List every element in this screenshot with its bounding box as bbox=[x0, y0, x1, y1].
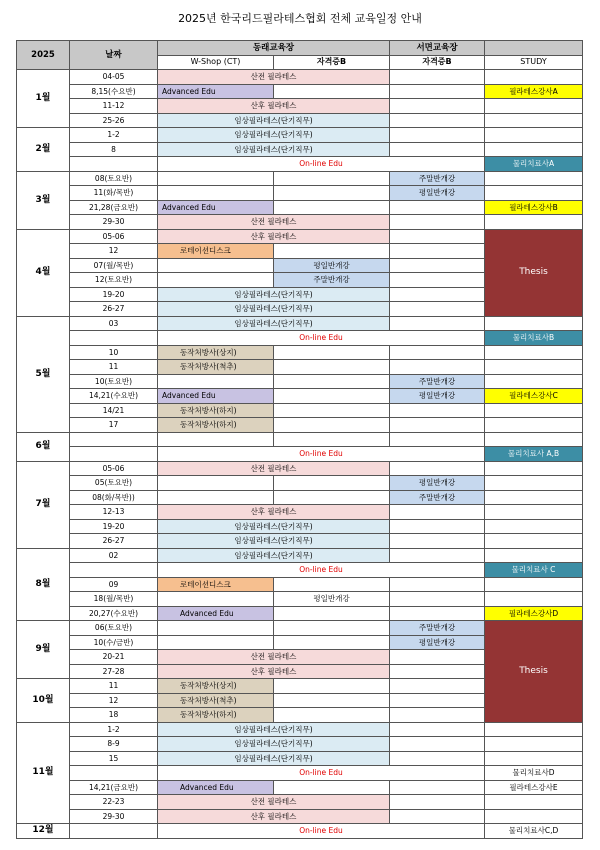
event-cell: 산전 필라테스 bbox=[158, 215, 390, 230]
event-cell: 산전 필라테스 bbox=[158, 461, 390, 476]
study-cell bbox=[485, 577, 583, 592]
study-cell bbox=[485, 128, 583, 143]
study-cell bbox=[485, 316, 583, 331]
empty-cell bbox=[390, 345, 485, 360]
event-cell: Advanced Edu bbox=[158, 389, 274, 404]
study-cell bbox=[485, 99, 583, 114]
empty-cell bbox=[274, 606, 390, 621]
table-row bbox=[17, 142, 583, 157]
date-cell: 8 bbox=[70, 142, 158, 157]
event-cell: 평일반개강 bbox=[390, 389, 485, 404]
table-row bbox=[17, 403, 583, 418]
study-cell bbox=[485, 476, 583, 491]
event-cell: 산후 필라테스 bbox=[158, 505, 390, 520]
month-label: 12월 bbox=[17, 824, 70, 839]
date-cell bbox=[70, 563, 158, 578]
month-label: 2월 bbox=[17, 128, 70, 172]
empty-cell bbox=[390, 316, 485, 331]
empty-cell bbox=[158, 592, 274, 607]
study-cell: 물리치료사 C bbox=[485, 563, 583, 578]
seomyeon-header: 서면교육장 bbox=[390, 41, 485, 56]
study-cell bbox=[485, 113, 583, 128]
online-edu-cell: On-line Edu bbox=[158, 563, 485, 578]
date-cell: 26-27 bbox=[70, 302, 158, 317]
empty-cell bbox=[390, 592, 485, 607]
table-row bbox=[17, 229, 583, 244]
table-row bbox=[17, 374, 583, 389]
thesis-block: Thesis bbox=[485, 621, 583, 723]
empty-cell bbox=[158, 621, 274, 636]
date-cell: 10 bbox=[70, 345, 158, 360]
event-cell: 주말반개강 bbox=[390, 171, 485, 186]
empty-cell bbox=[274, 476, 390, 491]
empty-cell bbox=[390, 548, 485, 563]
study-header: STUDY bbox=[485, 55, 583, 70]
event-cell: 산전 필라테스 bbox=[158, 70, 390, 85]
empty-cell bbox=[390, 432, 485, 447]
event-cell: 임상필라테스(단기직무) bbox=[158, 142, 390, 157]
event-cell: Advanced Edu bbox=[158, 84, 274, 99]
empty-cell bbox=[390, 403, 485, 418]
date-cell: 05-06 bbox=[70, 229, 158, 244]
event-cell: 주말반개강 bbox=[274, 273, 390, 288]
event-cell: Advanced Edu bbox=[158, 606, 274, 621]
date-cell: 08(화/목반)) bbox=[70, 490, 158, 505]
date-cell: 12 bbox=[70, 693, 158, 708]
empty-cell bbox=[274, 345, 390, 360]
date-header: 날짜 bbox=[70, 41, 158, 70]
empty-cell bbox=[274, 577, 390, 592]
table-row bbox=[17, 186, 583, 201]
empty-cell bbox=[274, 244, 390, 259]
empty-cell bbox=[390, 693, 485, 708]
date-cell: 12-13 bbox=[70, 505, 158, 520]
page-title: 2025년 한국리드필라테스협회 전체 교육일정 안내 bbox=[178, 12, 422, 25]
empty-cell bbox=[390, 606, 485, 621]
table-row bbox=[17, 389, 583, 404]
date-cell: 27-28 bbox=[70, 664, 158, 679]
date-cell: 8,15(수요반) bbox=[70, 84, 158, 99]
month-label: 4월 bbox=[17, 229, 70, 316]
study-cell bbox=[485, 360, 583, 375]
empty-cell bbox=[274, 708, 390, 723]
empty-cell bbox=[274, 635, 390, 650]
empty-cell bbox=[158, 432, 274, 447]
date-cell: 09 bbox=[70, 577, 158, 592]
event-cell: 산후 필라테스 bbox=[158, 809, 390, 824]
table-row bbox=[17, 113, 583, 128]
date-cell: 1-2 bbox=[70, 128, 158, 143]
date-cell: 8-9 bbox=[70, 737, 158, 752]
empty-cell bbox=[390, 244, 485, 259]
empty-cell bbox=[158, 476, 274, 491]
event-cell: 평일반개강 bbox=[390, 476, 485, 491]
date-cell bbox=[70, 432, 158, 447]
study-cell: 필라테스강사A bbox=[485, 84, 583, 99]
empty-cell bbox=[158, 273, 274, 288]
month-label: 7월 bbox=[17, 461, 70, 548]
cert-b-header-dongnae: 자격증B bbox=[274, 55, 390, 70]
event-cell: 산전 필라테스 bbox=[158, 795, 390, 810]
empty-cell bbox=[390, 113, 485, 128]
empty-cell bbox=[390, 809, 485, 824]
date-cell: 20,27(수요반) bbox=[70, 606, 158, 621]
table-row bbox=[17, 519, 583, 534]
empty-cell bbox=[390, 287, 485, 302]
date-cell bbox=[70, 824, 158, 839]
event-cell: 임상필라테스(단기직무) bbox=[158, 737, 390, 752]
study-cell bbox=[485, 592, 583, 607]
empty-cell bbox=[274, 621, 390, 636]
empty-cell bbox=[390, 577, 485, 592]
table-row bbox=[17, 490, 583, 505]
month-label: 9월 bbox=[17, 621, 70, 679]
study-cell bbox=[485, 374, 583, 389]
month-label: 10월 bbox=[17, 679, 70, 723]
date-cell: 18(월/목반) bbox=[70, 592, 158, 607]
table-row bbox=[17, 751, 583, 766]
date-cell: 08(토요반) bbox=[70, 171, 158, 186]
study-cell bbox=[485, 809, 583, 824]
event-cell: 임상필라테스(단기직무) bbox=[158, 548, 390, 563]
event-cell: 임상필라테스(단기직무) bbox=[158, 128, 390, 143]
empty-cell bbox=[274, 418, 390, 433]
date-cell: 11-12 bbox=[70, 99, 158, 114]
date-cell: 07(월/목반) bbox=[70, 258, 158, 273]
date-cell: 17 bbox=[70, 418, 158, 433]
study-cell bbox=[485, 461, 583, 476]
study-cell bbox=[485, 737, 583, 752]
study-cell: 필라테스강사C bbox=[485, 389, 583, 404]
empty-cell bbox=[274, 432, 390, 447]
date-cell bbox=[70, 157, 158, 172]
month-label: 3월 bbox=[17, 171, 70, 229]
study-cell bbox=[485, 534, 583, 549]
study-cell: 물리치료사C,D bbox=[485, 824, 583, 839]
event-cell: 평일반개강 bbox=[274, 592, 390, 607]
study-cell bbox=[485, 215, 583, 230]
event-cell: 임상필라테스(단기직무) bbox=[158, 519, 390, 534]
study-cell: 물리치료사A bbox=[485, 157, 583, 172]
month-label: 5월 bbox=[17, 316, 70, 432]
table-row bbox=[17, 360, 583, 375]
empty-cell bbox=[274, 200, 390, 215]
date-cell: 12(토요반) bbox=[70, 273, 158, 288]
empty-cell bbox=[390, 461, 485, 476]
date-cell: 29-30 bbox=[70, 215, 158, 230]
empty-cell bbox=[390, 99, 485, 114]
event-cell: 동작처방사(하지) bbox=[158, 418, 274, 433]
month-label: 6월 bbox=[17, 432, 70, 461]
table-row bbox=[17, 84, 583, 99]
table-row bbox=[17, 534, 583, 549]
event-cell: 산전 필라테스 bbox=[158, 650, 390, 665]
date-cell: 11 bbox=[70, 679, 158, 694]
table-row bbox=[17, 722, 583, 737]
table-row bbox=[17, 418, 583, 433]
date-cell: 12 bbox=[70, 244, 158, 259]
date-cell: 10(수/금반) bbox=[70, 635, 158, 650]
empty-cell bbox=[390, 519, 485, 534]
date-cell: 18 bbox=[70, 708, 158, 723]
study-cell: 물리치료사 A,B bbox=[485, 447, 583, 462]
study-cell: 필라테스강사B bbox=[485, 200, 583, 215]
empty-cell bbox=[390, 722, 485, 737]
table-row bbox=[17, 795, 583, 810]
table-row bbox=[17, 577, 583, 592]
event-cell: 임상필라테스(단기직무) bbox=[158, 113, 390, 128]
study-cell bbox=[485, 519, 583, 534]
event-cell: 임상필라테스(단기직무) bbox=[158, 534, 390, 549]
month-label: 1월 bbox=[17, 70, 70, 128]
study-cell bbox=[485, 186, 583, 201]
date-cell bbox=[70, 447, 158, 462]
study-header-top bbox=[485, 41, 583, 56]
empty-cell bbox=[274, 374, 390, 389]
date-cell: 15 bbox=[70, 751, 158, 766]
online-edu-cell: On-line Edu bbox=[158, 331, 485, 346]
empty-cell bbox=[390, 780, 485, 795]
table-row bbox=[17, 505, 583, 520]
table-row bbox=[17, 606, 583, 621]
date-cell: 29-30 bbox=[70, 809, 158, 824]
date-cell: 26-27 bbox=[70, 534, 158, 549]
study-cell: 물리치료사B bbox=[485, 331, 583, 346]
event-cell: 주말반개강 bbox=[390, 374, 485, 389]
empty-cell bbox=[274, 490, 390, 505]
date-cell: 20-21 bbox=[70, 650, 158, 665]
date-cell: 10(토요반) bbox=[70, 374, 158, 389]
thesis-block: Thesis bbox=[485, 229, 583, 316]
table-row bbox=[17, 70, 583, 85]
study-cell bbox=[485, 70, 583, 85]
study-cell bbox=[485, 403, 583, 418]
date-cell: 21,28(금요반) bbox=[70, 200, 158, 215]
event-cell: 동작처방사(하지) bbox=[158, 403, 274, 418]
date-cell: 14,21(수요반) bbox=[70, 389, 158, 404]
empty-cell bbox=[274, 84, 390, 99]
date-cell: 19-20 bbox=[70, 287, 158, 302]
wshop-header: W-Shop (CT) bbox=[158, 55, 274, 70]
event-cell: 산후 필라테스 bbox=[158, 229, 390, 244]
study-cell bbox=[485, 418, 583, 433]
table-row bbox=[17, 157, 583, 172]
empty-cell bbox=[274, 693, 390, 708]
empty-cell bbox=[390, 142, 485, 157]
table-row bbox=[17, 447, 583, 462]
table-row bbox=[17, 809, 583, 824]
date-cell: 05(토요반) bbox=[70, 476, 158, 491]
study-cell: 필라테스강사D bbox=[485, 606, 583, 621]
table-row bbox=[17, 824, 583, 839]
empty-cell bbox=[274, 360, 390, 375]
empty-cell bbox=[390, 505, 485, 520]
study-cell: 물리치료사D bbox=[485, 766, 583, 781]
table-row bbox=[17, 432, 583, 447]
empty-cell bbox=[158, 490, 274, 505]
online-edu-cell: On-line Edu bbox=[158, 447, 485, 462]
date-cell: 02 bbox=[70, 548, 158, 563]
table-row bbox=[17, 476, 583, 491]
empty-cell bbox=[390, 200, 485, 215]
online-edu-cell: On-line Edu bbox=[158, 766, 485, 781]
table-row bbox=[17, 563, 583, 578]
schedule-table bbox=[16, 40, 583, 839]
dongnae-header: 동래교육장 bbox=[158, 41, 390, 56]
date-cell: 03 bbox=[70, 316, 158, 331]
date-cell: 25-26 bbox=[70, 113, 158, 128]
year-header: 2025 bbox=[17, 41, 70, 70]
month-label: 11월 bbox=[17, 722, 70, 824]
table-row bbox=[17, 737, 583, 752]
study-cell bbox=[485, 505, 583, 520]
empty-cell bbox=[158, 258, 274, 273]
cert-b-header-seomyeon: 자격증B bbox=[390, 55, 485, 70]
empty-cell bbox=[390, 664, 485, 679]
empty-cell bbox=[390, 360, 485, 375]
empty-cell bbox=[390, 751, 485, 766]
date-cell: 04-05 bbox=[70, 70, 158, 85]
event-cell: 동작처방사(상지) bbox=[158, 345, 274, 360]
empty-cell bbox=[390, 418, 485, 433]
date-cell: 1-2 bbox=[70, 722, 158, 737]
date-cell bbox=[70, 766, 158, 781]
empty-cell bbox=[390, 70, 485, 85]
study-cell bbox=[485, 722, 583, 737]
study-cell: 필라테스강사E bbox=[485, 780, 583, 795]
table-row bbox=[17, 128, 583, 143]
event-cell: 산후 필라테스 bbox=[158, 99, 390, 114]
online-edu-cell: On-line Edu bbox=[158, 824, 485, 839]
empty-cell bbox=[390, 534, 485, 549]
empty-cell bbox=[390, 84, 485, 99]
event-cell: 동작처방사(하지) bbox=[158, 708, 274, 723]
empty-cell bbox=[390, 679, 485, 694]
empty-cell bbox=[390, 215, 485, 230]
date-cell: 14,21(금요반) bbox=[70, 780, 158, 795]
date-cell: 05-06 bbox=[70, 461, 158, 476]
event-cell: 임상필라테스(단기직무) bbox=[158, 302, 390, 317]
table-row bbox=[17, 345, 583, 360]
event-cell: 로테이션디스크 bbox=[158, 577, 274, 592]
event-cell: Advanced Edu bbox=[158, 780, 274, 795]
empty-cell bbox=[390, 708, 485, 723]
empty-cell bbox=[390, 258, 485, 273]
table-row bbox=[17, 592, 583, 607]
online-edu-cell: On-line Edu bbox=[158, 157, 485, 172]
empty-cell bbox=[390, 737, 485, 752]
event-cell: 산후 필라테스 bbox=[158, 664, 390, 679]
table-row bbox=[17, 316, 583, 331]
empty-cell bbox=[274, 403, 390, 418]
study-cell bbox=[485, 751, 583, 766]
event-cell: 임상필라테스(단기직무) bbox=[158, 287, 390, 302]
date-cell: 19-20 bbox=[70, 519, 158, 534]
event-cell: 로테이션디스크 bbox=[158, 244, 274, 259]
event-cell: 평일반개강 bbox=[274, 258, 390, 273]
date-cell: 11 bbox=[70, 360, 158, 375]
event-cell: 임상필라테스(단기직무) bbox=[158, 316, 390, 331]
event-cell: 임상필라테스(단기직무) bbox=[158, 722, 390, 737]
event-cell: 동작처방사(척추) bbox=[158, 693, 274, 708]
event-cell: 동작처방사(척추) bbox=[158, 360, 274, 375]
study-cell bbox=[485, 432, 583, 447]
date-cell: 14/21 bbox=[70, 403, 158, 418]
table-row bbox=[17, 548, 583, 563]
empty-cell bbox=[390, 273, 485, 288]
month-label: 8월 bbox=[17, 548, 70, 621]
table-row bbox=[17, 171, 583, 186]
empty-cell bbox=[390, 795, 485, 810]
study-cell bbox=[485, 142, 583, 157]
table-row bbox=[17, 215, 583, 230]
date-cell bbox=[70, 331, 158, 346]
empty-cell bbox=[390, 302, 485, 317]
empty-cell bbox=[158, 186, 274, 201]
empty-cell bbox=[274, 171, 390, 186]
empty-cell bbox=[158, 171, 274, 186]
empty-cell bbox=[274, 389, 390, 404]
table-row bbox=[17, 461, 583, 476]
event-cell: Advanced Edu bbox=[158, 200, 274, 215]
event-cell: 평일반개강 bbox=[390, 635, 485, 650]
event-cell: 평일반개강 bbox=[390, 186, 485, 201]
table-row bbox=[17, 200, 583, 215]
event-cell: 임상필라테스(단기직무) bbox=[158, 751, 390, 766]
empty-cell bbox=[158, 374, 274, 389]
study-cell bbox=[485, 795, 583, 810]
empty-cell bbox=[274, 679, 390, 694]
empty-cell bbox=[274, 186, 390, 201]
empty-cell bbox=[158, 635, 274, 650]
table-row bbox=[17, 780, 583, 795]
table-row bbox=[17, 99, 583, 114]
event-cell: 동작처방사(상지) bbox=[158, 679, 274, 694]
table-row bbox=[17, 621, 583, 636]
header-row-1 bbox=[17, 41, 583, 56]
empty-cell bbox=[390, 128, 485, 143]
empty-cell bbox=[390, 650, 485, 665]
study-cell bbox=[485, 490, 583, 505]
table-row bbox=[17, 766, 583, 781]
empty-cell bbox=[390, 229, 485, 244]
event-cell: 주말반개강 bbox=[390, 621, 485, 636]
date-cell: 11(화/목반) bbox=[70, 186, 158, 201]
event-cell: 주말반개강 bbox=[390, 490, 485, 505]
study-cell bbox=[485, 171, 583, 186]
empty-cell bbox=[274, 780, 390, 795]
table-row bbox=[17, 331, 583, 346]
date-cell: 22-23 bbox=[70, 795, 158, 810]
date-cell: 06(토요반) bbox=[70, 621, 158, 636]
study-cell bbox=[485, 345, 583, 360]
study-cell bbox=[485, 548, 583, 563]
